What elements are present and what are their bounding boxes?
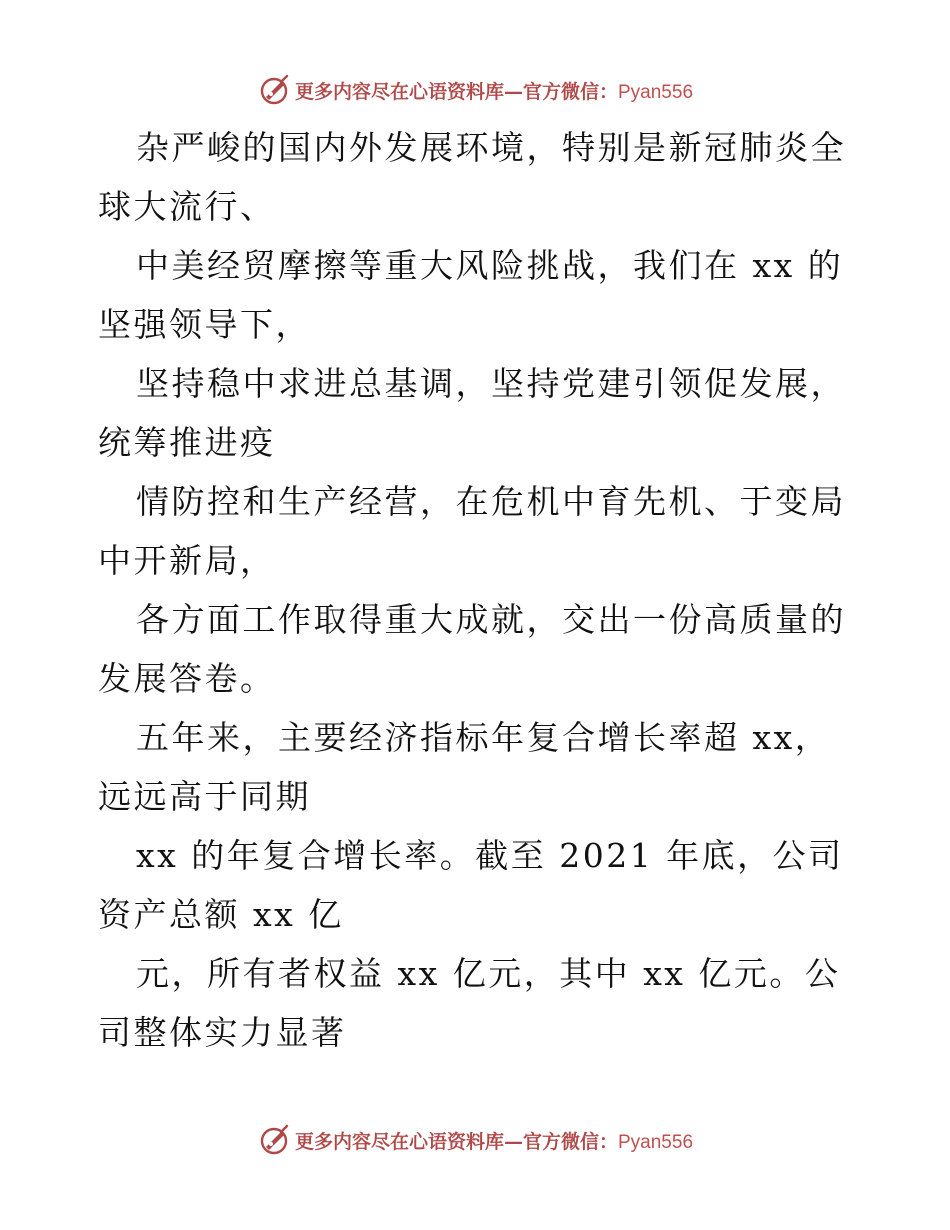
banner-wechat-handle: Pyan556: [618, 81, 694, 103]
paragraph-7: xx 的年复合增长率。截至 2021 年底，公司资产总额 xx 亿: [98, 836, 844, 934]
footer-banner: [0, 1120, 950, 1160]
quill-pen-logo-icon: [257, 1123, 291, 1157]
paragraph-5: 各方面工作取得重大成就，交出一份高质量的发展答卷。: [98, 600, 846, 698]
document-body: [98, 118, 858, 1062]
paragraph-4: 情防控和生产经营，在危机中育先机、于变局中开新局，: [98, 482, 846, 580]
paragraph-8: 元，所有者权益 xx 亿元，其中 xx 亿元。公司整体实力显著: [98, 954, 841, 1052]
banner-text: 更多内容尽在心语资料库—官方微信：Pyan556: [294, 80, 694, 103]
quill-pen-logo-icon: [257, 73, 291, 107]
paragraph-1: 杂严峻的国内外发展环境，特别是新冠肺炎全球大流行、: [98, 128, 846, 226]
paragraph-2: 中美经贸摩擦等重大风险挑战，我们在 xx 的坚强领导下，: [98, 246, 844, 344]
banner-text: 更多内容尽在心语资料库—官方微信：Pyan556: [294, 1130, 694, 1153]
paragraph-6: 五年来，主要经济指标年复合增长率超 xx，远远高于同期: [98, 718, 831, 816]
paragraph-3: 坚持稳中求进总基调，坚持党建引领促发展，统筹推进疫: [98, 364, 846, 462]
header-banner: [0, 70, 950, 110]
banner-wechat-handle: Pyan556: [618, 1131, 694, 1153]
